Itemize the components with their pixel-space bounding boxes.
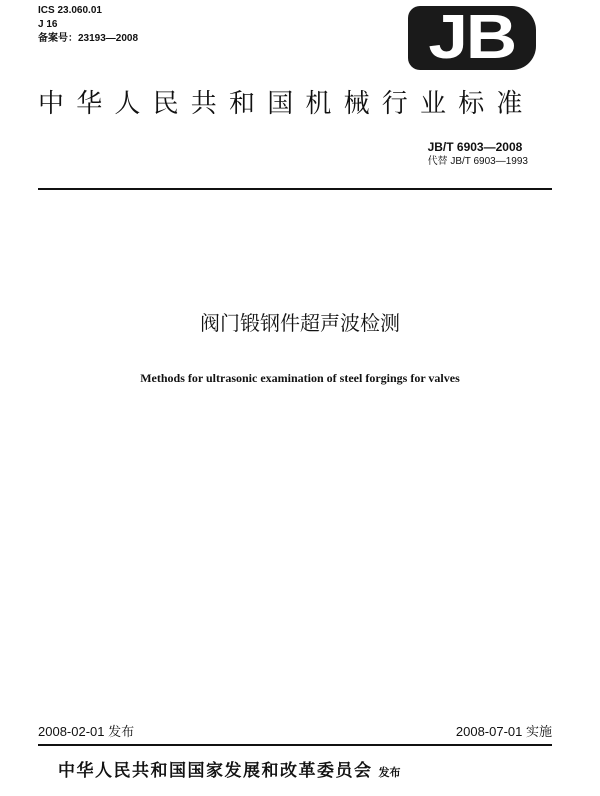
issue-date: 2008-02-01 发布 (38, 724, 135, 739)
top-divider (38, 188, 552, 190)
document-metadata (38, 4, 138, 46)
registration-number: 备案号：23193—2008 (38, 33, 139, 44)
issuer-name: 中华人民共和国国家发展和改革委员会 (58, 761, 373, 781)
classification-code: J 16 (38, 19, 58, 30)
standard-code: JB/T 6903—2008 (427, 140, 523, 154)
standard-category-title: 中华人民共和国机械行业标准 (38, 89, 535, 119)
standard-code-block (428, 139, 528, 169)
ics-code: ICS 23.060.01 (38, 5, 102, 16)
effective-date: 2008-07-01 实施 (455, 724, 552, 739)
document-title-en: Methods for ultrasonic examination of steel forgings for valves (140, 371, 460, 385)
issuer-suffix: 发布 (378, 766, 401, 779)
issuing-authority (58, 759, 401, 785)
document-title-cn: 阀门锻钢件超声波检测 (200, 311, 400, 335)
replaced-standard: 代替 JB/T 6903—1993 (427, 156, 528, 167)
jb-logo (408, 3, 536, 72)
jb-logo-text: JB (428, 3, 516, 72)
bottom-divider (38, 744, 552, 746)
